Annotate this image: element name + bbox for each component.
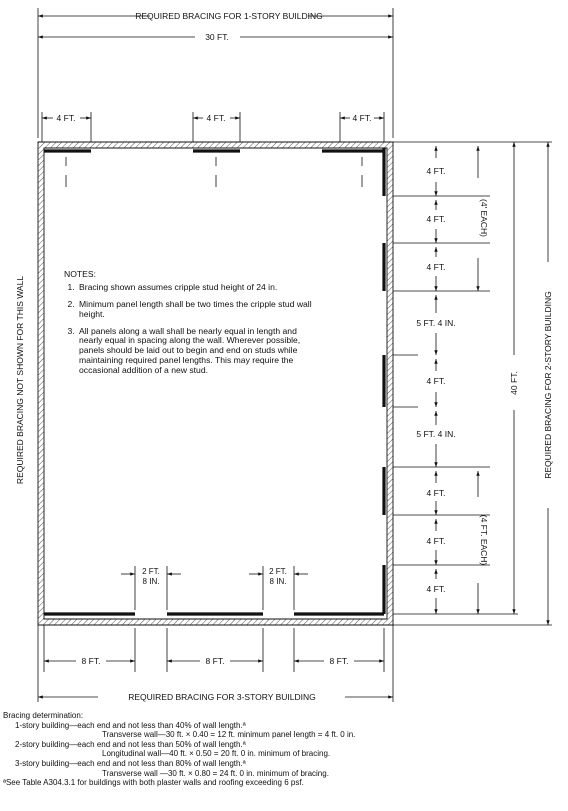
bracing-line: 1-story building—each end and not less than 40% of wall length.ª	[15, 720, 246, 730]
bottom-panel-1-label: 8 FT.	[81, 656, 101, 666]
top-panel-dimensions	[42, 112, 384, 142]
top-panel-3-label: 4 FT.	[352, 113, 372, 123]
right-seg-9-label: 4 FT.	[426, 584, 446, 594]
bottom-panel-3-label: 8 FT.	[329, 656, 349, 666]
bracing-line: 2-story building—each end and not less than 50% of wall length.ª	[15, 739, 246, 749]
overall-length-label: 40 FT.	[509, 371, 519, 395]
building-walls	[38, 142, 393, 625]
right-seg-8-label: 4 FT.	[426, 536, 446, 546]
top-panel-2-label: 4 FT.	[206, 113, 226, 123]
bracing-line: Longitudinal wall—40 ft. × 0.50 = 20 ft. 0 in. minimum of bracing.	[102, 749, 331, 759]
right-seg-6-label: 5 FT. 4 IN.	[416, 429, 456, 439]
top-bracing-label: REQUIRED BRACING FOR 1-STORY BUILDING	[135, 11, 323, 21]
right-segment-dimensions	[393, 142, 553, 625]
gap-1-line1: 2 FT.	[142, 567, 160, 576]
left-bracing-label: REQUIRED BRACING NOT SHOWN FOR THIS WALL	[15, 275, 25, 485]
right-seg-4-label: 5 FT. 4 IN.	[416, 318, 456, 328]
bracing-line: Transverse wall—30 ft. × 0.40 = 12 ft. minimum panel length = 4 ft. 0 in.	[102, 730, 356, 740]
bottom-bracing-label: REQUIRED BRACING FOR 3-STORY BUILDING	[128, 692, 316, 702]
notes-block	[64, 270, 314, 383]
right-seg-3-label: 4 FT.	[426, 262, 446, 272]
notes-list	[64, 283, 314, 376]
group-label-upper: (4' EACH)	[479, 199, 489, 237]
note-item: 2. Minimum panel length shall be two times the cripple stud wall height.	[77, 300, 314, 320]
group-label-lower: (4 FT. EACH)	[479, 514, 489, 566]
gap-2-line1: 2 FT.	[269, 567, 287, 576]
bracing-footnote: ªSee Table A304.3.1 for buildings with both plaster walls and roofing exceeding 6 psf.	[3, 778, 304, 788]
right-bracing-label: REQUIRED BRACING FOR 2-STORY BUILDING	[543, 291, 553, 479]
overall-width-label: 30 FT.	[205, 32, 229, 42]
note-item: 1. Bracing shown assumes cripple stud height of 24 in.	[77, 283, 314, 293]
gap-1-line2: 8 IN.	[142, 577, 160, 586]
gap-2-line2: 8 IN.	[269, 577, 287, 586]
bracing-line: 3-story building—each end and not less than 80% of wall length.ª	[15, 758, 246, 768]
right-seg-5-label: 4 FT.	[426, 376, 446, 386]
right-seg-1-label: 4 FT.	[426, 166, 446, 176]
right-seg-2-label: 4 FT.	[426, 214, 446, 224]
right-seg-7-label: 4 FT.	[426, 488, 446, 498]
bracing-heading: Bracing determination:	[3, 711, 84, 720]
notes-title: NOTES:	[64, 269, 96, 279]
note-item: 3. All panels along a wall shall be nearly equal in length and nearly equal in spacing along the wall. Wherever possible, panels should be laid out to begin and end on studs while maintaining required panel lengths. This may require the occasional addition of a new stud.	[77, 327, 314, 376]
bracing-determination	[3, 711, 563, 788]
bottom-panel-dimensions	[44, 625, 384, 672]
top-panel-1-label: 4 FT.	[56, 113, 76, 123]
bottom-panel-2-label: 8 FT.	[205, 656, 225, 666]
bottom-gap-dimensions	[121, 566, 308, 610]
bracing-line: Transverse wall —30 ft. × 0.80 = 24 ft. 0 in. minimum of bracing.	[102, 768, 329, 778]
